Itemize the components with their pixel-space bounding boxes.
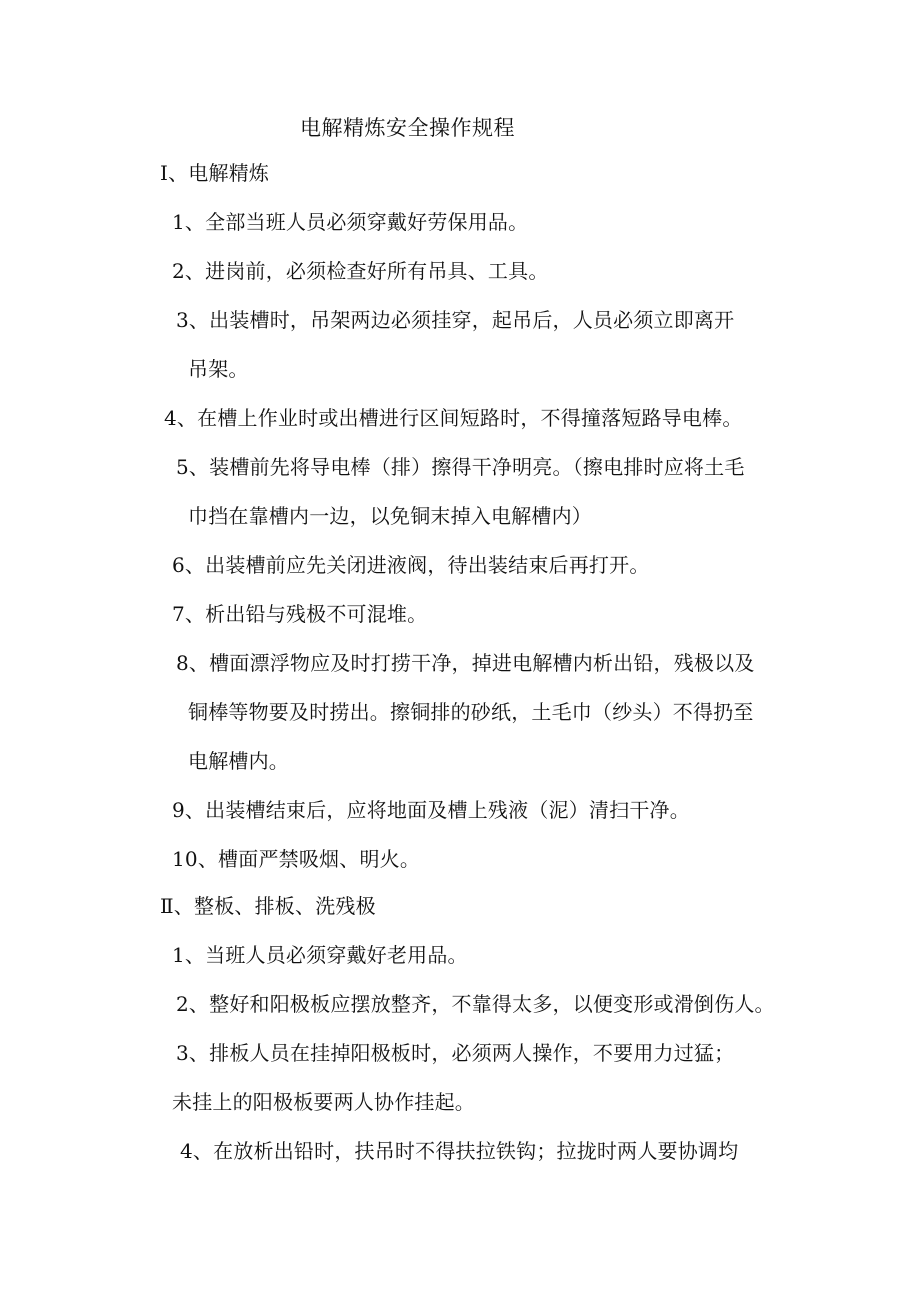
paragraph-line: 9、出装槽结束后，应将地面及槽上残液（泥）清扫干净。 xyxy=(172,798,690,822)
paragraph-line: 电解槽内。 xyxy=(188,749,289,773)
section-heading-1: Ⅰ、电解精炼 xyxy=(160,161,270,185)
paragraph-line: 铜棒等物要及时捞出。擦铜排的砂纸，土毛巾（纱头）不得扔至 xyxy=(188,700,754,724)
document-title: 电解精炼安全操作规程 xyxy=(300,116,515,140)
paragraph-line: 8、槽面漂浮物应及时打捞干净，掉进电解槽内析出铅，残极以及 xyxy=(176,651,755,675)
paragraph-line: 5、装槽前先将导电棒（排）擦得干净明亮。（擦电排时应将土毛 xyxy=(176,455,745,479)
paragraph-line: 2、整好和阳极板应摆放整齐，不靠得太多，以便变形或滑倒伤人。 xyxy=(176,992,775,1016)
paragraph-line: 1、全部当班人员必须穿戴好劳保用品。 xyxy=(172,210,529,234)
paragraph-line: 4、在槽上作业时或出槽进行区间短路时，不得撞落短路导电棒。 xyxy=(164,406,743,430)
paragraph-line: 3、出装槽时，吊架两边必须挂穿，起吊后，人员必须立即离开 xyxy=(176,308,735,332)
paragraph-line: 吊架。 xyxy=(188,357,249,381)
paragraph-line: 7、析出铅与残极不可混堆。 xyxy=(172,602,428,626)
section-heading-2: Ⅱ、整板、排板、洗残极 xyxy=(160,894,376,918)
paragraph-line: 4、在放析出铅时，扶吊时不得扶拉铁钩；拉拢时两人要协调均 xyxy=(180,1139,739,1163)
paragraph-line: 10、槽面严禁吸烟、明火。 xyxy=(172,847,421,871)
paragraph-line: 3、排板人员在挂掉阳极板时，必须两人操作，不要用力过猛； xyxy=(176,1041,735,1065)
paragraph-line: 6、出装槽前应先关闭进液阀，待出装结束后再打开。 xyxy=(172,553,650,577)
paragraph-line: 未挂上的阳极板要两人协作挂起。 xyxy=(172,1090,475,1114)
paragraph-line: 巾挡在靠槽内一边，以免铜末掉入电解槽内） xyxy=(188,504,592,528)
paragraph-line: 2、进岗前，必须检查好所有吊具、工具。 xyxy=(172,259,549,283)
paragraph-line: 1、当班人员必须穿戴好老用品。 xyxy=(172,943,468,967)
